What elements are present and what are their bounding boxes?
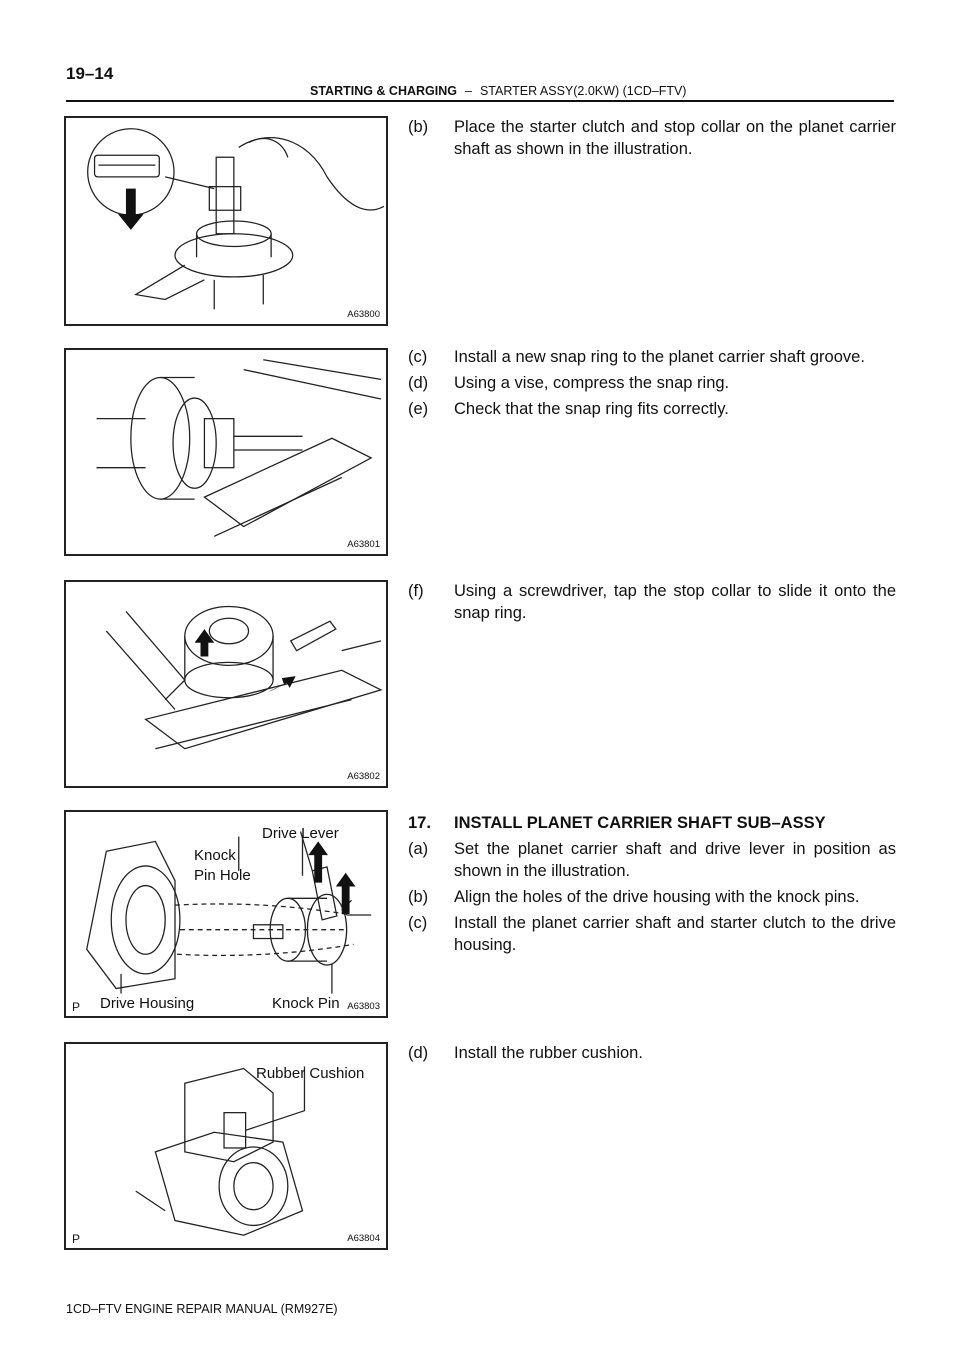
step-text: Install the rubber cushion. <box>454 1044 643 1062</box>
snap-ring-vise-illustration <box>66 350 386 554</box>
header-separator: – <box>465 84 472 98</box>
label-drive-lever: Drive Lever <box>262 825 339 842</box>
p-mark: P <box>72 1000 81 1014</box>
step-label: (a) <box>408 840 429 858</box>
header-title <box>310 84 686 98</box>
page-number: 19–14 <box>66 64 114 83</box>
figure-rubber-cushion <box>64 1042 388 1250</box>
step-text: Place the starter clutch and stop collar on the planet carrier shaft as shown in the illustration. <box>454 118 896 158</box>
step-heading-text: INSTALL PLANET CARRIER SHAFT SUB–ASSY <box>454 814 826 832</box>
step-item <box>408 580 896 624</box>
step-label: 17. <box>408 814 431 832</box>
step-item <box>408 912 896 956</box>
step-label: (d) <box>408 1044 429 1062</box>
figure-id: A63804 <box>347 1233 380 1244</box>
figure-planet-carrier-install <box>64 810 388 1018</box>
step-item <box>408 886 896 908</box>
step-label: (e) <box>408 400 429 418</box>
step-item <box>408 398 896 420</box>
starter-clutch-illustration <box>66 118 386 324</box>
step-label: (f) <box>408 582 424 600</box>
label-knock: Knock <box>194 847 236 864</box>
step-text: Install the planet carrier shaft and starter clutch to the drive housing. <box>454 914 896 954</box>
section-name: STARTING & CHARGING <box>310 84 457 98</box>
step-text: Align the holes of the drive housing with the knock pins. <box>454 888 860 906</box>
step-text: Check that the snap ring fits correctly. <box>454 400 729 418</box>
step-text: Set the planet carrier shaft and drive lever in position as shown in the illustration. <box>454 840 896 880</box>
step-text: Install a new snap ring to the planet carrier shaft groove. <box>454 348 865 366</box>
label-drive-housing: Drive Housing <box>100 995 195 1012</box>
step-text: Using a vise, compress the snap ring. <box>454 374 730 392</box>
section-subtitle: STARTER ASSY(2.0KW) (1CD–FTV) <box>479 84 687 98</box>
figure-snap-ring-vise <box>64 348 388 556</box>
step-label: (c) <box>408 914 428 932</box>
p-mark: P <box>72 1232 81 1246</box>
figure-id: A63800 <box>347 309 380 320</box>
step-item <box>408 1042 896 1064</box>
header-rule <box>66 100 894 102</box>
label-pin-hole: Pin Hole <box>194 867 251 884</box>
figure-id: A63803 <box>347 1001 380 1012</box>
figure-id: A63801 <box>347 539 380 550</box>
figure-id: A63802 <box>347 771 380 782</box>
footer-manual-title: 1CD–FTV ENGINE REPAIR MANUAL (RM927E) <box>66 1302 338 1316</box>
figure-stop-collar <box>64 580 388 788</box>
step-label: (d) <box>408 374 429 392</box>
step-item <box>408 838 896 882</box>
step-label: (b) <box>408 888 429 906</box>
step-text: Using a screwdriver, tap the stop collar to slide it onto the snap ring. <box>454 582 896 622</box>
step-item <box>408 116 896 160</box>
step-item <box>408 346 896 368</box>
figure-starter-clutch <box>64 116 388 326</box>
label-rubber-cushion: Rubber Cushion <box>256 1065 365 1082</box>
stop-collar-illustration <box>66 582 386 786</box>
label-knock-pin: Knock Pin <box>272 995 340 1012</box>
step-label: (c) <box>408 348 428 366</box>
step-heading <box>408 812 896 834</box>
step-label: (b) <box>408 118 429 136</box>
step-item <box>408 372 896 394</box>
